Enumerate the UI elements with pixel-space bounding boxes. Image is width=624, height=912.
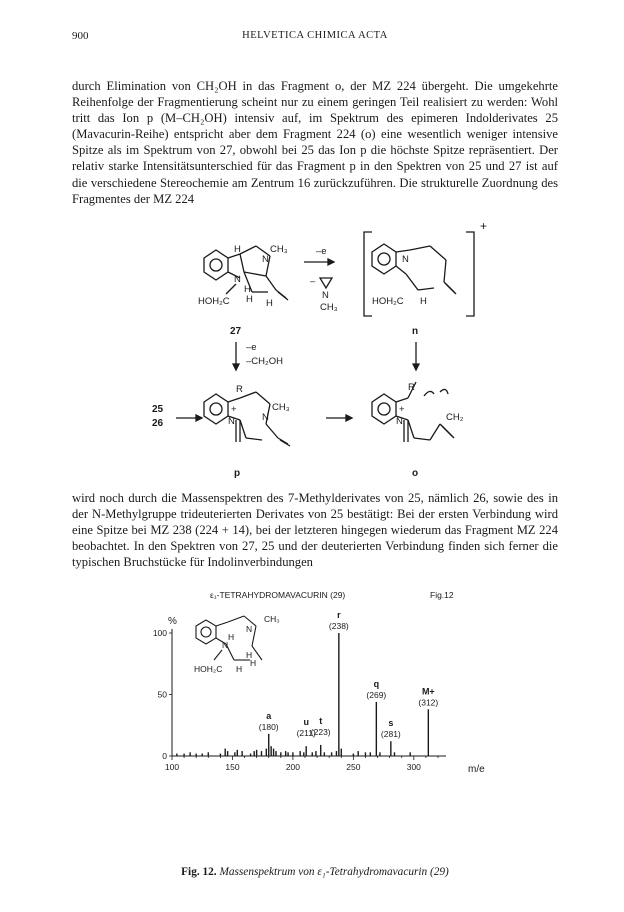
peak-letter: q [373, 678, 380, 689]
atom-ch3: CH₃ [270, 244, 288, 255]
peak-letter: s [388, 718, 394, 729]
atom-n: N [234, 274, 241, 285]
atom-h: H [228, 632, 235, 642]
caption-label: Fig. 12. [181, 866, 217, 878]
atom-hoh2c: HOH₂C [198, 296, 230, 307]
peak-mz: (269) [366, 689, 387, 700]
peak-mz: (238) [328, 621, 349, 631]
label-26: 26 [152, 418, 164, 429]
peak-letter: u [303, 717, 309, 728]
peak-mz: (180) [258, 721, 279, 732]
step1-aziridine-minus: – [310, 276, 316, 287]
atom-n: N [262, 254, 269, 265]
x-tick-label: 250 [346, 762, 361, 772]
atom-n: N [262, 412, 269, 423]
atom-r: R [408, 382, 415, 393]
spectrum-axes [153, 628, 446, 772]
atom-ch3: CH₃ [272, 402, 290, 413]
page-number: 900 [72, 30, 89, 42]
peak-letter: r [337, 610, 341, 620]
peak-mz: (223) [310, 726, 331, 737]
atom-h: H [244, 284, 251, 295]
spectrum-peak-labels [259, 610, 439, 739]
atom-h: H [234, 244, 241, 255]
charge-plus: + [480, 219, 488, 233]
fig-label: Fig.12 [430, 590, 454, 600]
peak-mz: (211) [296, 728, 316, 739]
atom-hoh2c: HOH₂C [372, 296, 404, 307]
paragraph-1: durch Elimination von CH₂OH in das Fragment o, der MZ 224 übergeht. Die umgekehrte Reihenfolge der Fragmentierung scheint nur zu einem geringen Teil realisiert zu werden: Wohl tritt das Ion p (M–CH₂OH) intensiv auf, im Spektrum des epimeren Indolderivates 25 (Mavacurin-Reihe) entspricht aber dem Fragment 224 (o) eine wesentlich weniger intensive Spitze als im Spektrum von 27, obwohl bei 25 das Ion p die höchste Spitze repräsentiert. Der relativ starke Intensitätsunterschied für das Fragment p in den Spektren von 25 und 27 ist auf die verschiedene Stereochemie am Zentrum 16 zurückzuführen. Die strukturelle Zuordnung des Fragmentes der MZ 224 [72, 79, 558, 206]
x-tick-label: 300 [406, 762, 421, 772]
x-tick-label: 200 [285, 762, 301, 772]
paragraph-2: wird noch durch die Massenspektren des 7-Methylderivates von 25, nämlich 26, sowie des in der N-Methylgruppe trideuterierten Derivates von 25 bestätigt: Bei der ersten Verbindung wird eine Spitze bei MZ 238 (224 + 14), bei der letzteren hingegen wiederum das Fragment MZ 224 beobachtet. In den Spektren von 27, 25 und der deuterierten Verbindung finden sich ferner die typischen Bruchstücke für Indolinverbindungen [72, 491, 558, 570]
compound-title: ε₁-TETRAHYDROMAVACURIN (29) [210, 590, 346, 600]
atom-n: N [402, 254, 409, 265]
atom-h: H [246, 294, 253, 305]
label-p: p [234, 468, 241, 479]
atom-h: H [420, 296, 427, 307]
figure-caption [72, 866, 558, 878]
atom-h: H [236, 664, 243, 674]
x-tick-label: 150 [225, 762, 240, 772]
x-tick-label: 100 [164, 762, 180, 772]
atom-n: N [396, 416, 403, 427]
label-27: 27 [230, 326, 242, 337]
y-tick-label: 100 [152, 628, 167, 638]
journal-title: HELVETICA CHIMICA ACTA [242, 30, 388, 41]
peak-mz: (312) [418, 697, 439, 708]
peak-mz: (281) [380, 729, 401, 740]
atom-ch3: CH₃ [264, 614, 280, 624]
step2-minus-ch2oh: –CH₂OH [246, 356, 283, 367]
atom-n: N [322, 290, 329, 301]
step2-minus-e: –e [246, 342, 257, 353]
atom-h: H [246, 650, 253, 660]
atom-plus: + [231, 404, 237, 415]
peak-letter: t [319, 715, 323, 726]
atom-r: R [236, 384, 243, 395]
caption-text: Massenspektrum von ε₁-Tetrahydromavacurin (29) [219, 866, 449, 878]
atom-n: N [246, 624, 253, 634]
x-unit: m/e [468, 764, 485, 775]
peak-letter: M+ [421, 686, 435, 697]
y-tick-label: 50 [157, 689, 167, 700]
peak-letter: a [266, 710, 272, 721]
y-unit: % [168, 616, 177, 627]
y-tick-label: 0 [162, 751, 167, 761]
atom-plus: + [399, 404, 405, 415]
atom-ch3: CH₃ [320, 302, 338, 313]
atom-n: N [222, 640, 229, 650]
atom-ch2: CH₂ [446, 412, 464, 423]
atom-hoh2c: HOH₂C [194, 664, 223, 674]
label-o: o [412, 468, 419, 479]
label-25: 25 [152, 404, 164, 415]
label-n: n [412, 326, 419, 337]
atom-h: H [266, 298, 273, 309]
step1-minus-e: –e [316, 246, 327, 257]
atom-h: H [250, 658, 257, 668]
atom-n: N [228, 416, 235, 427]
